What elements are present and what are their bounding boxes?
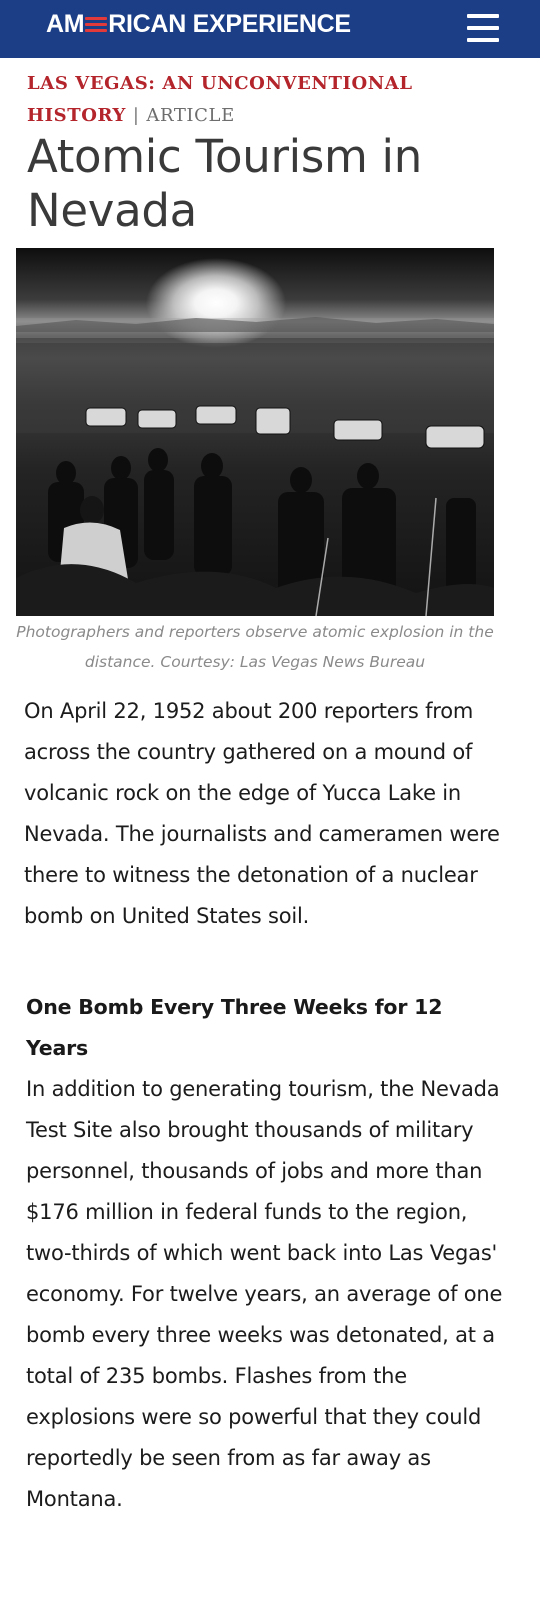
- hamburger-menu-icon[interactable]: [464, 12, 502, 44]
- article-type-label: ARTICLE: [146, 105, 235, 126]
- page-title: Atomic Tourism in Nevada: [27, 130, 422, 237]
- photo-illustration: [16, 248, 494, 616]
- site-header: [0, 0, 540, 58]
- site-logo[interactable]: [46, 10, 351, 39]
- article-eyebrow: [27, 68, 507, 132]
- image-caption: Photographers and reporters observe atomic explosion in the distance. Courtesy: Las Vegas News Bureau: [16, 623, 494, 671]
- article-photo: [16, 248, 494, 616]
- eyebrow-separator: |: [132, 105, 140, 126]
- article-paragraph-2: In addition to generating tourism, the Nevada Test Site also brought thousands of military personnel, thousands of jobs and more than $176 million in federal funds to the region, two-thirds of which went back into Las Vegas' economy. For twelve years, an average of one bomb every three weeks was detonated, at a total of 235 bombs. Flashes from the explosions were so powerful that they could reportedly be seen from as far away as Montana.: [26, 1077, 503, 1511]
- section-subheading: One Bomb Every Three Weeks for 12 Years: [26, 995, 443, 1060]
- logo-flag-icon: [85, 15, 107, 34]
- series-link[interactable]: LAS VEGAS: AN UNCONVENTIONAL HISTORY: [27, 73, 413, 126]
- article-paragraph-1: On April 22, 1952 about 200 reporters from across the country gathered on a mound of volcanic rock on the edge of Yucca Lake in Nevada. The journalists and cameramen were there to witness the detonation of a nuclear bomb on United States soil.: [24, 699, 500, 928]
- logo-text-left: AM: [46, 10, 85, 38]
- logo-text-right: RICAN EXPERIENCE: [108, 10, 351, 38]
